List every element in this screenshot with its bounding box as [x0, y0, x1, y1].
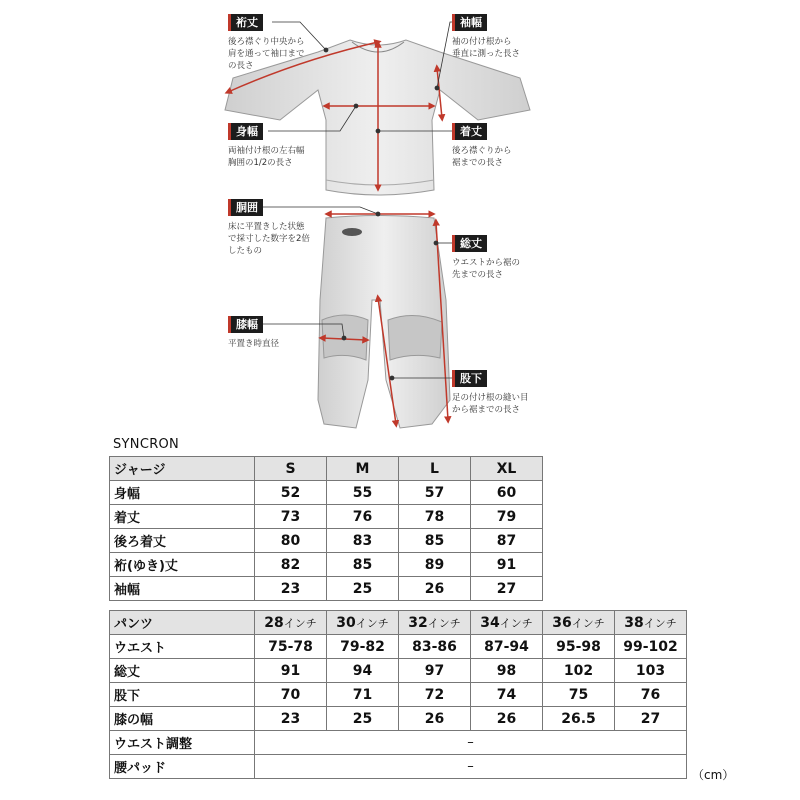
- label-mihaba: 身幅: [228, 123, 263, 140]
- table-cell: 23: [255, 707, 327, 731]
- table-cell: 27: [471, 577, 543, 601]
- table-cell: 60: [471, 481, 543, 505]
- row-label: 膝の幅: [110, 707, 255, 731]
- table-row: [110, 683, 687, 707]
- table-cell: 78: [399, 505, 471, 529]
- jersey-header-size: M: [327, 457, 399, 481]
- table-cell: 91: [471, 553, 543, 577]
- label-dokoi: 胴囲: [228, 199, 263, 216]
- label-yuki: 裄丈: [228, 14, 263, 31]
- desc-yuki: 後ろ襟ぐり中央から 肩を通って袖口まで の長さ: [228, 37, 305, 71]
- pants-shape: [318, 216, 450, 429]
- label-matashita: 股下: [452, 370, 487, 387]
- table-row: [110, 529, 543, 553]
- pants-size-table: [109, 610, 687, 779]
- desc-kitake: 後ろ襟ぐりから 裾までの長さ: [452, 146, 512, 168]
- table-row: [110, 755, 687, 779]
- desc-matashita: 足の付け根の縫い目 から裾までの長さ: [452, 393, 529, 415]
- label-kitake: 着丈: [452, 123, 487, 140]
- table-cell: 85: [399, 529, 471, 553]
- table-cell: 75: [543, 683, 615, 707]
- table-cell: 94: [327, 659, 399, 683]
- table-row: [110, 635, 687, 659]
- table-cell: 80: [255, 529, 327, 553]
- table-row: [110, 505, 543, 529]
- table-cell: 26: [471, 707, 543, 731]
- table-cell: 70: [255, 683, 327, 707]
- table-cell: 79: [471, 505, 543, 529]
- table-cell: 57: [399, 481, 471, 505]
- table-cell: 26.5: [543, 707, 615, 731]
- table-row: [110, 577, 543, 601]
- table-cell: 55: [327, 481, 399, 505]
- table-cell: 71: [327, 683, 399, 707]
- pants-header-size: 30インチ: [327, 611, 399, 635]
- table-cell: 97: [399, 659, 471, 683]
- table-cell: 74: [471, 683, 543, 707]
- table-cell: 76: [327, 505, 399, 529]
- table-cell: –: [255, 755, 687, 779]
- jersey-header-label: ジャージ: [110, 457, 255, 481]
- table-row: [110, 707, 687, 731]
- table-cell: 26: [399, 707, 471, 731]
- jersey-size-table: [109, 456, 543, 601]
- table-row: [110, 659, 687, 683]
- table-cell: 75-78: [255, 635, 327, 659]
- unit-note: （cm）: [692, 768, 735, 782]
- table-cell: 85: [327, 553, 399, 577]
- table-cell: 72: [399, 683, 471, 707]
- table-cell: 83: [327, 529, 399, 553]
- desc-soutake: ウエストから裾の 先までの長さ: [452, 258, 521, 280]
- desc-mihaba: 両袖付け根の左右幅 胸囲の1/2の長さ: [228, 146, 305, 168]
- table-cell: –: [255, 731, 687, 755]
- pants-header-size: 34インチ: [471, 611, 543, 635]
- row-label: ウエスト: [110, 635, 255, 659]
- jersey-header-size: XL: [471, 457, 543, 481]
- brand-name: SYNCRON: [113, 437, 180, 452]
- row-label: 袖幅: [110, 577, 255, 601]
- row-label: 着丈: [110, 505, 255, 529]
- table-cell: 76: [615, 683, 687, 707]
- pants-header-size: 36インチ: [543, 611, 615, 635]
- table-cell: 23: [255, 577, 327, 601]
- table-cell: 103: [615, 659, 687, 683]
- pants-header-label: パンツ: [110, 611, 255, 635]
- table-cell: 87: [471, 529, 543, 553]
- pants-header-size: 28インチ: [255, 611, 327, 635]
- pants-header-size: 32インチ: [399, 611, 471, 635]
- desc-dokoi: 床に平置きした状態 で採寸した数字を2倍 したもの: [228, 222, 310, 256]
- row-label: 身幅: [110, 481, 255, 505]
- desc-sodehaba: 袖の付け根から 垂直に測った長さ: [452, 37, 521, 59]
- table-row: [110, 481, 543, 505]
- table-cell: 83-86: [399, 635, 471, 659]
- desc-hizahaba: 平置き時直径: [228, 339, 280, 349]
- row-label: 総丈: [110, 659, 255, 683]
- row-label: 股下: [110, 683, 255, 707]
- table-cell: 25: [327, 577, 399, 601]
- table-cell: 82: [255, 553, 327, 577]
- label-hizahaba: 膝幅: [228, 316, 263, 333]
- table-cell: 91: [255, 659, 327, 683]
- label-sodehaba: 袖幅: [452, 14, 487, 31]
- table-cell: 26: [399, 577, 471, 601]
- table-cell: 87-94: [471, 635, 543, 659]
- row-label: 後ろ着丈: [110, 529, 255, 553]
- label-soutake: 総丈: [452, 235, 487, 252]
- table-cell: 25: [327, 707, 399, 731]
- table-cell: 102: [543, 659, 615, 683]
- table-cell: 73: [255, 505, 327, 529]
- row-label: ウエスト調整: [110, 731, 255, 755]
- table-cell: 52: [255, 481, 327, 505]
- jersey-header-row: [110, 457, 543, 481]
- row-label: 腰パッド: [110, 755, 255, 779]
- pants-header-row: [110, 611, 687, 635]
- table-cell: 27: [615, 707, 687, 731]
- row-label: 裄(ゆき)丈: [110, 553, 255, 577]
- table-cell: 89: [399, 553, 471, 577]
- table-cell: 79-82: [327, 635, 399, 659]
- table-cell: 95-98: [543, 635, 615, 659]
- jersey-header-size: L: [399, 457, 471, 481]
- table-row: [110, 731, 687, 755]
- table-row: [110, 553, 543, 577]
- jersey-header-size: S: [255, 457, 327, 481]
- pants-header-size: 38インチ: [615, 611, 687, 635]
- table-cell: 99-102: [615, 635, 687, 659]
- table-cell: 98: [471, 659, 543, 683]
